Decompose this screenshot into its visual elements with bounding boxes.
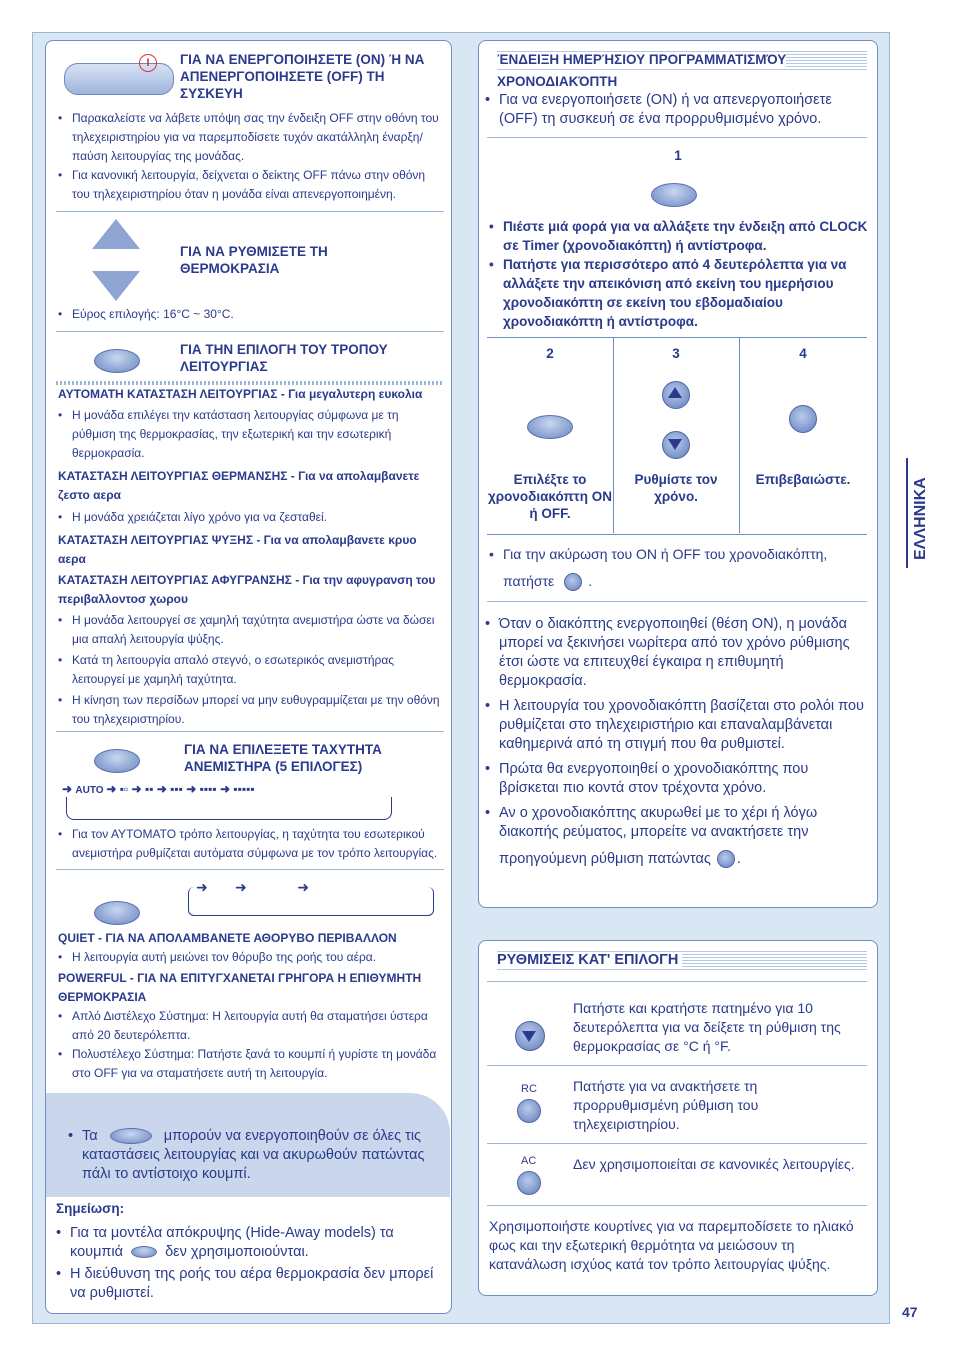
step2-number: 2 xyxy=(546,346,554,361)
remarks-bullet-1: • Για τα μοντέλα απόκρυψης (Hide-Away models) τα κουμπιά δεν χρησιμοποιούνται. xyxy=(56,1224,441,1262)
timer-set-button[interactable] xyxy=(789,405,817,433)
temp-down-icon[interactable] xyxy=(92,271,140,301)
step1-number: 1 xyxy=(674,148,682,163)
heat-mode-text: • Η μονάδα χρειάζεται λίγο χρόνο για να ζεσταθεί. xyxy=(58,508,443,527)
divider xyxy=(487,1205,867,1206)
divider xyxy=(56,211,444,212)
timer-cancel-text: • Για την ακύρωση του ON ή OFF του χρονοδιακόπτη, xyxy=(489,545,869,564)
timer-note-4-cont: προηγούμενη ρύθμιση πατώντας . xyxy=(499,851,741,867)
fan-speed-button[interactable] xyxy=(94,749,140,773)
powerful-bullet-2: • Πολυστέλεχο Σύστημα: Πατήστε ξανά το κουμπί ή γυρίστε τη μονάδα στο OFF για να σταματήσετε αυτή τη λειτουργία. xyxy=(58,1045,446,1083)
dry-bullet-3: • Η κίνηση των περσίδων μπορεί να μην ευθυγραμμίζεται με την οθόνη του τηλεχειριστηρίου. xyxy=(58,691,443,729)
divider xyxy=(487,1065,867,1066)
fan-sequence: ➜ AUTO ➜ ▪▫ ➜ ▪▪ ➜ ▪▪▪ ➜ ▪▪▪▪ ➜ ▪▪▪▪▪ xyxy=(62,781,392,797)
temp-title: ΓΙΑ ΝΑ ΡΥΘΜΙΣΕΤΕ ΤΗ ΘΕΡΜΟΚΡΑΣΙΑ xyxy=(180,244,328,276)
powerful-heading: POWERFUL - ΓΙΑ ΝΑ ΕΠΙΤΥΓΧΑΝΕΤΑΙ ΓΡΗΓΟΡΑ Η ΕΠΙΘΥΜΗΤΗ ΘΕΡΜΟΚΡΑΣΙΑ xyxy=(58,971,422,1004)
timer-mode-button[interactable] xyxy=(651,183,697,207)
onoff-button[interactable] xyxy=(64,63,174,95)
onoff-bullet-1: • Παρακαλείστε να λάβετε υπόψη σας την ένδειξη OFF στην οθόνη του τηλεχειριστηρίου για να παρεμποδίσετε τυχόν ακατάλληλη έναρξη/παύση λειτουργίας της μονάδας. xyxy=(58,109,443,166)
step4-number: 4 xyxy=(799,346,807,361)
quiet-cycle-arrows: ➜ ➜ ➜ xyxy=(196,879,426,895)
power-icon: I xyxy=(139,54,157,72)
onoff-title: ΓΙΑ ΝΑ ΕΝΕΡΓΟΠΟΙΗΣΕΤΕ (ON) Ή ΝΑ ΑΠΕΝΕΡΓΟΠΟΙΗΣΕΤΕ (OFF) ΤΗ ΣΥΣΚΕΥΗ xyxy=(180,52,425,101)
dry-mode-heading: ΚΑΤΑΣΤΑΣΗ ΛΕΙΤΟΥΡΓΙΑΣ ΑΦΥΓΡΑΝΣΗΣ - Για την αφυγρανση του περιβαλλοντοσ χωρου xyxy=(58,573,436,606)
ac-reset-button[interactable] xyxy=(517,1171,541,1195)
ac-label: AC xyxy=(521,1155,537,1167)
page-number: 47 xyxy=(902,1304,918,1320)
quiet-powerful-inline-icon xyxy=(110,1128,152,1144)
rc-reset-button[interactable] xyxy=(517,1099,541,1123)
option-ac-text: Δεν χρησιμοποιείται σε κανονικές λειτουργίες. xyxy=(573,1156,855,1172)
restore-inline-icon xyxy=(717,850,735,868)
timer-intro: • Για να ενεργοποιήσετε (ON) ή να απενεργοποιήσετε (OFF) τη συσκευή σε ένα προρρυθμισμένο χρόνο. xyxy=(485,91,869,129)
dry-bullet-1: • Η μονάδα λειτουργεί σε χαμηλή ταχύτητα ανεμιστήρα ώστε να δώσει μια απαλή λειτουργία ψύξης. xyxy=(58,611,443,649)
temp-range: • Εύρος επιλογής: 16°C ~ 30°C. xyxy=(58,305,443,324)
step3-label: Ρυθμίστε τον χρόνο. xyxy=(634,472,718,504)
timer-onoff-button[interactable] xyxy=(527,415,573,439)
step3-number: 3 xyxy=(672,346,680,361)
triangle-up-icon xyxy=(668,387,682,398)
triangle-down-icon xyxy=(668,439,682,450)
note-box-text: • Τα μπορούν να ενεργοποιηθούν σε όλες τις καταστάσεις λειτουργίας και να ακυρωθούν πατώντας πάλι το αντίστοιχο κουμπί. xyxy=(68,1127,438,1184)
language-tab: ΕΛΛΗΝΙΚΑ xyxy=(906,458,944,568)
temp-up-icon[interactable] xyxy=(92,219,140,249)
timer-note-3: • Πρώτα θα ενεργοποιηθεί ο χρονοδιακόπτης που βρίσκεται πιο κοντά στον τρέχοντα χρόνο. xyxy=(485,760,869,798)
quiet-heading: QUIET - ΓΙΑ ΝΑ ΑΠΟΛΑΜΒΑΝΕΤΕ ΑΘΟΡΥΒΟ ΠΕΡΙΒΑΛΛΟΝ xyxy=(58,931,397,945)
mode-button[interactable] xyxy=(94,349,140,373)
remarks-title: Σημείωση: xyxy=(56,1201,125,1216)
fan-auto-text: • Για τον ΑΥΤΟΜΑΤΟ τρόπο λειτουργίας, η ταχύτητα του εσωτερικού ανεμιστήρα ρυθμίζεται αυτόματα σύμφωνα με τον τρόπο λειτουργίας. xyxy=(58,825,443,863)
divider xyxy=(56,331,444,332)
timer-title: ΈΝΔΕΙΞΗ ΗΜΕΡΉΣΙΟΥ ΠΡΟΓΡΑΜΜΑΤΙΣΜΌΥ ΧΡΟΝΟΔΙΑΚΌΠΤΗ xyxy=(497,49,867,71)
auto-mode-text: • Η μονάδα επιλέγει την κατάσταση λειτουργίας σύμφωνα με τη ρύθμιση της θερμοκρασίας, την εξωτερική και την εσωτερική θερμοκρασία. xyxy=(58,406,443,463)
fan-title: ΓΙΑ ΝΑ ΕΠΙΛΕΞΕΤΕ ΤΑΧΥΤΗΤΑ ΑΝΕΜΙΣΤΗΡΑ (5 ΕΠΙΛΟΓΕΣ) xyxy=(184,742,382,774)
rc-label: RC xyxy=(521,1083,537,1095)
triangle-down-icon xyxy=(522,1031,536,1042)
option-temp-unit-text: Πατήστε και κρατήστε πατημένο για 10 δευτερόλεπτα για να δείξετε τη ρύθμιση της θερμοκρασίας σε °C ή °F. xyxy=(573,1000,841,1054)
divider xyxy=(487,601,867,602)
divider xyxy=(487,1143,867,1144)
step4-label: Επιβεβαιώστε. xyxy=(755,472,851,487)
divider xyxy=(487,137,867,138)
options-panel xyxy=(478,940,878,1296)
dry-bullet-2: • Κατά τη λειτουργία απαλό στεγνό, ο εσωτερικός ανεμιστήρας λειτουργεί με χαμηλή ταχύτητα. xyxy=(58,651,443,689)
options-title: ΡΥΘΜΙΣΕΙΣ ΚΑΤ' ΕΠΙΛΟΓΗ xyxy=(497,949,867,971)
step1-bullet-1: • Πιέστε μιά φορά για να αλλάξετε την ένδειξη από CLOCK σε Timer (χρονοδιακόπτη) ή αντίστροφα. xyxy=(489,217,869,255)
auto-mode-heading: ΑΥΤΟΜΑΤΗ ΚΑΤΑΣΤΑΣΗ ΛΕΙΤΟΥΡΓΙΑΣ - Για μεγαλυτερη ευκολια xyxy=(58,387,423,401)
step1-bullet-2: • Πατήστε για περισσότερο από 4 δευτερόλεπτα για να αλλάξετε την απεικόνιση από εκείνη του ημερήσιου χρονοδιακόπτη σε εκείνη του εβδομαδιαίου χρονοδιακόπτη ή αντίστροφα. xyxy=(489,255,869,331)
timer-note-2: • Η λειτουργία του χρονοδιακόπτη βασίζεται στο ρολόι που ρυθμίζεται στο τηλεχειριστήριο και επαναλαμβάνεται καθημερινά από τη στιγμή που θα ρυθμιστεί. xyxy=(485,697,869,754)
cancel-inline-icon xyxy=(564,573,582,591)
cool-mode-heading: ΚΑΤΑΣΤΑΣΗ ΛΕΙΤΟΥΡΓΙΑΣ ΨΥΞΗΣ - Για να απολαμβανετε κρυο αερα xyxy=(58,533,417,566)
option-rc-text: Πατήστε για να ανακτήσετε τη προρρυθμισμένη ρύθμιση του τηλεχειριστηρίου. xyxy=(573,1078,759,1132)
timer-panel xyxy=(478,40,878,908)
hideaway-inline-icon xyxy=(131,1246,157,1258)
divider xyxy=(56,731,444,732)
remarks-bullet-2: • Η διεύθυνση της ροής του αέρα θερμοκρασία δεν μπορεί να ρυθμιστεί. xyxy=(56,1265,441,1303)
fan-auto-label: AUTO xyxy=(75,785,104,796)
timer-cancel-line: πατήστε . xyxy=(489,572,869,591)
left-panel xyxy=(45,40,452,1314)
timer-note-4: • Αν ο χρονοδιακόπτης ακυρωθεί με το χέρι ή λόγω διακοπής ρεύματος, μπορείτε να ανακτήσετε την xyxy=(485,804,869,842)
divider xyxy=(487,981,867,982)
step2-label: Επιλέξτε το χρονοδιακόπτη ON ή OFF. xyxy=(488,472,612,521)
quiet-powerful-button[interactable] xyxy=(94,901,140,925)
timer-note-1: • Όταν ο διακόπτης ενεργοποιηθεί (θέση ON), η μονάδα μπορεί να ξεκινήσει νωρίτερα από τον χρόνο ρύθμισης έτσι ώστε να επιτευχθεί έγκαιρα η επιθυμητή θερμοκρασία. xyxy=(485,615,869,691)
divider xyxy=(56,869,444,870)
quiet-text: • Η λειτουργία αυτή μειώνει τον θόρυβο της ροής του αέρα. xyxy=(58,948,446,967)
options-footer-text: Χρησιμοποιήστε κουρτίνες για να παρεμποδίσετε το ηλιακό φως και την εξωτερική θερμότητα να μειώσουν τη κατανάλωση ισχύος κατά τον τρόπο λειτουργίας ψύξης. xyxy=(489,1218,854,1272)
heat-mode-heading: ΚΑΤΑΣΤΑΣΗ ΛΕΙΤΟΥΡΓΙΑΣ ΘΕΡΜΑΝΣΗΣ - Για να απολαμβανετε ζεστο αερα xyxy=(58,469,420,502)
mode-title: ΓΙΑ ΤΗΝ ΕΠΙΛΟΓΗ ΤΟΥ ΤΡΟΠΟΥ ΛΕΙΤΟΥΡΓΙΑΣ xyxy=(180,342,388,374)
onoff-bullet-2: • Για κανονική λειτουργία, δείχνεται ο δείκτης OFF πάνω στην οθόνη του τηλεχειριστηρίου όταν η μονάδα είναι απενεργοποιημένη. xyxy=(58,166,443,204)
grid-line xyxy=(739,337,740,533)
powerful-bullet-1: • Απλό Διστέλεχο Σύστημα: Η λειτουργία αυτή θα σταματήσει ύστερα από 20 δευτερόλεπτα. xyxy=(58,1007,446,1045)
